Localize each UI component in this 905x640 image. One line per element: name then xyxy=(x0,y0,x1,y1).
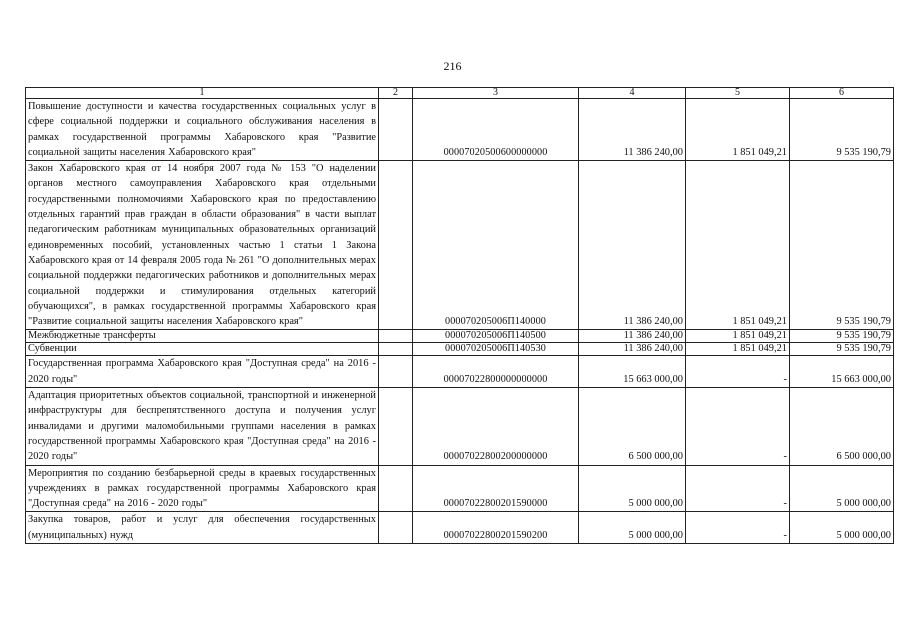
row-col2 xyxy=(379,465,413,512)
row-value-6: 9 535 190,79 xyxy=(790,343,894,356)
table-row xyxy=(26,330,894,343)
table-row xyxy=(26,161,894,330)
row-value-4: 6 500 000,00 xyxy=(579,388,686,465)
table-row xyxy=(26,343,894,356)
row-value-5: 1 851 049,21 xyxy=(686,343,790,356)
table-row xyxy=(26,465,894,512)
row-name: Межбюджетные трансферты xyxy=(26,330,379,343)
table-row xyxy=(26,388,894,465)
budget-table xyxy=(25,87,894,544)
row-value-5: 1 851 049,21 xyxy=(686,99,790,161)
row-name: Закупка товаров, работ и услуг для обеспечения государственных (муниципальных) нужд xyxy=(26,512,379,544)
column-header: 1 xyxy=(26,88,379,99)
column-header: 2 xyxy=(379,88,413,99)
row-name: Субвенции xyxy=(26,343,379,356)
row-value-6: 5 000 000,00 xyxy=(790,512,894,544)
row-name: Закон Хабаровского края от 14 ноября 2007 года № 153 "О наделении органов местного самоуправления Хабаровского края отдельными государственными полномочиями Хабаровского края по предоставлению отдельных гарантий прав граждан в области образования" в части выплат педагогическим работникам муниципальных образовательных организаций единовременных пособий, установленных частью 1 статьи 1 Закона Хабаровского края от 14 февраля 2005 года № 261 "О дополнительных мерах социальной поддержки педагогических работников и дополнительных мерах социальной поддержки и стимулирования отдельных категорий обучающихся", в рамках государственной программы Хабаровского края "Развитие социальной защиты населения Хабаровского края" xyxy=(26,161,379,330)
row-col2 xyxy=(379,161,413,330)
column-header: 5 xyxy=(686,88,790,99)
row-value-4: 15 663 000,00 xyxy=(579,356,686,388)
row-col2 xyxy=(379,343,413,356)
table-row xyxy=(26,99,894,161)
row-value-4: 11 386 240,00 xyxy=(579,330,686,343)
row-value-5: - xyxy=(686,388,790,465)
page-number: 216 xyxy=(443,59,462,73)
row-name: Повышение доступности и качества государственных социальных услуг в сфере социальной поддержки и социального обслуживания населения в рамках государственной программы Хабаровского края "Развитие социальной защиты населения Хабаровского края" xyxy=(26,99,379,161)
row-code: 000070205006П140530 xyxy=(413,343,579,356)
row-value-4: 5 000 000,00 xyxy=(579,512,686,544)
row-name: Мероприятия по созданию безбарьерной среды в краевых государственных учреждениях в рамках государственной программы Хабаровского края "Доступная среда" на 2016 - 2020 годы" xyxy=(26,465,379,512)
row-col2 xyxy=(379,330,413,343)
row-value-6: 5 000 000,00 xyxy=(790,465,894,512)
row-code: 00007022800201590000 xyxy=(413,465,579,512)
column-header: 3 xyxy=(413,88,579,99)
row-col2 xyxy=(379,99,413,161)
row-name: Адаптация приоритетных объектов социальной, транспортной и инженерной инфраструктуры для беспрепятственного доступа и получения услуг инвалидами и другими маломобильными группами населения в рамках государственной программы Хабаровского края "Доступная среда" на 2016 - 2020 годы" xyxy=(26,388,379,465)
row-value-5: - xyxy=(686,356,790,388)
table-row xyxy=(26,356,894,388)
row-code: 00007022800000000000 xyxy=(413,356,579,388)
table-row xyxy=(26,512,894,544)
row-value-5: 1 851 049,21 xyxy=(686,161,790,330)
row-col2 xyxy=(379,388,413,465)
column-header: 4 xyxy=(579,88,686,99)
row-code: 00007022800201590200 xyxy=(413,512,579,544)
row-value-6: 9 535 190,79 xyxy=(790,330,894,343)
row-name: Государственная программа Хабаровского края "Доступная среда" на 2016 - 2020 годы" xyxy=(26,356,379,388)
row-value-6: 6 500 000,00 xyxy=(790,388,894,465)
row-value-6: 15 663 000,00 xyxy=(790,356,894,388)
row-value-6: 9 535 190,79 xyxy=(790,99,894,161)
row-value-4: 5 000 000,00 xyxy=(579,465,686,512)
row-code: 000070205006П140000 xyxy=(413,161,579,330)
row-col2 xyxy=(379,512,413,544)
row-value-4: 11 386 240,00 xyxy=(579,99,686,161)
column-header-row xyxy=(26,88,894,99)
row-value-4: 11 386 240,00 xyxy=(579,343,686,356)
row-code: 00007022800200000000 xyxy=(413,388,579,465)
row-code: 00007020500600000000 xyxy=(413,99,579,161)
row-col2 xyxy=(379,356,413,388)
row-value-6: 9 535 190,79 xyxy=(790,161,894,330)
row-value-4: 11 386 240,00 xyxy=(579,161,686,330)
row-value-5: - xyxy=(686,512,790,544)
row-value-5: 1 851 049,21 xyxy=(686,330,790,343)
column-header: 6 xyxy=(790,88,894,99)
row-code: 000070205006П140500 xyxy=(413,330,579,343)
row-value-5: - xyxy=(686,465,790,512)
